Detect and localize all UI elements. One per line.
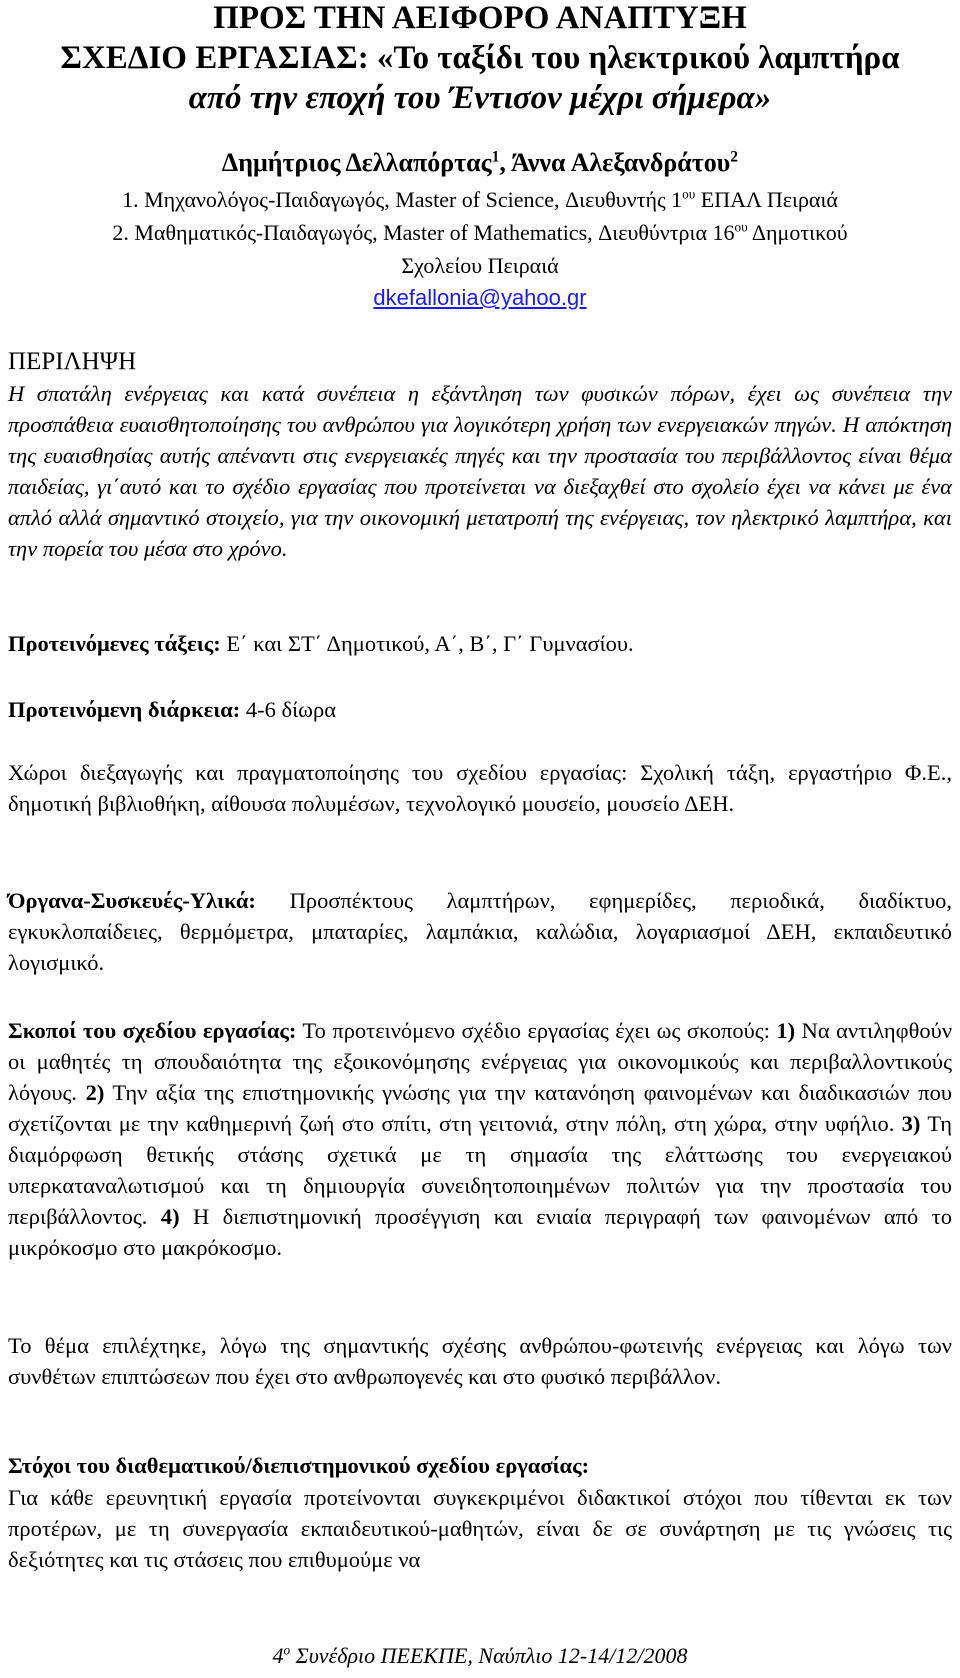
footer-text: Συνέδριο ΠΕΕΚΠΕ, Ναύπλιο 12-14/12/2008 [290, 1643, 688, 1668]
proposed-classes-label: Προτεινόμενες τάξεις: [8, 631, 221, 656]
proposed-classes-value: Ε΄ και ΣΤ΄ Δημοτικού, Α΄, Β΄, Γ΄ Γυμνασίου. [220, 631, 634, 656]
affiliation-1-sup: ου [682, 186, 696, 202]
author-separator: , [499, 148, 511, 177]
proposed-duration-value: 4-6 δίωρα [240, 697, 336, 722]
aims-label: Σκοποί του σχεδίου εργασίας: [8, 1018, 297, 1043]
title-line-2: ΣΧΕΔΙΟ ΕΡΓΑΣΙΑΣ: «Το ταξίδι του ηλεκτρικού λαμπτήρα [60, 40, 900, 76]
author-1: Δημήτριος Δελλαπόρτας [221, 148, 492, 177]
aim-1-text: Να αντιληφθούν οι μαθητές τη σπουδαιότητα της εξοικονόμησης ενέργειας για οικονομικούς και περιβαλλοντικούς λόγους. [8, 1018, 952, 1105]
authors-line [0, 148, 960, 178]
author-2: Άννα Αλεξανδράτου [510, 148, 731, 177]
aim-1-number: 1) [776, 1018, 796, 1043]
affiliation-2-sup: ου [734, 219, 748, 235]
aim-3-text: Τη διαμόρφωση θετικής στάσης σχετικά με τη σημασία της ελάττωσης του ενεργειακού υπερκαταναλωτισμού και τη δημιουργία συνειδητοποιημένων πολιτών για την προστασία του περιβάλλοντος. [8, 1111, 952, 1229]
affiliation-1-school: ΕΠΑΛ Πειραιά [695, 187, 838, 212]
proposed-duration-label: Προτεινόμενη διάρκεια: [8, 697, 241, 722]
proposed-duration [8, 694, 952, 725]
goals-heading: Στόχοι του διαθεματικού/διεπιστημονικού σχεδίου εργασίας: [8, 1453, 590, 1478]
tools-paragraph [8, 885, 952, 978]
title-line-1: ΠΡΟΣ ΤΗΝ ΑΕΙΦΟΡΟ ΑΝΑΠΤΥΞΗ [213, 0, 747, 36]
affiliation-2-continued: Σχολείου Πειραιά [401, 253, 559, 278]
tools-value: Προσπέκτους λαμπτήρων, εφημερίδες, περιοδικά, διαδίκτυο, εγκυκλοπαίδειες, θερμόμετρα, μπαταρίες, λαμπάκια, καλώδια, λογαριασμοί ΔΕΗ, εκπαιδευτικό λογισμικό. [8, 888, 952, 975]
affiliation-1 [0, 187, 960, 213]
footer-number: 4 [272, 1643, 284, 1668]
footer-sup: ο [283, 1642, 291, 1658]
page-footer [0, 1643, 960, 1669]
tools-label: Όργανα-Συσκευές-Υλικά: [8, 888, 256, 913]
goals-paragraph: Για κάθε ερευνητική εργασία προτείνονται συγκεκριμένοι διδακτικοί στόχοι που τίθενται εκ των προτέρων, με τη συνεργασία εκπαιδευτικού-μαθητών, είναι δε σε συνάρτηση με τις γνώσεις τις δεξιότητες και τις στάσεις που επιθυμούμε να [8, 1485, 952, 1572]
aims-intro: Το προτεινόμενο σχέδιο εργασίας έχει ως σκοπούς: [296, 1018, 777, 1043]
affiliation-2 [0, 220, 960, 246]
author-2-sup: 2 [730, 148, 739, 166]
author-1-sup: 1 [491, 148, 500, 166]
abstract-heading: ΠΕΡΙΛΗΨΗ [8, 348, 137, 375]
topic-choice-paragraph: Το θέμα επιλέχτηκε, λόγω της σημαντικής σχέσης ανθρώπου-φωτεινής ενέργειας και λόγω των συνθέτων επιπτώσεων που έχει στο ανθρωπογενές και στο φυσικό περιβάλλον. [8, 1333, 952, 1389]
venues-paragraph: Χώροι διεξαγωγής και πραγματοποίησης του σχεδίου εργασίας: Σχολική τάξη, εργαστήριο Φ.Ε., δημοτική βιβλιοθήκη, αίθουσα πολυμέσων, τεχνολογικό μουσείο, μουσείο ΔΕΗ. [8, 760, 952, 816]
aim-2-number: 2) [85, 1080, 105, 1105]
proposed-classes [8, 628, 952, 659]
title-line-3: από την εποχή του Έντισον μέχρι σήμερα» [188, 80, 772, 116]
aims-paragraph [8, 1015, 952, 1263]
affiliation-2-school: Δημοτικού [747, 220, 848, 245]
aim-3-number: 3) [901, 1111, 921, 1136]
affiliation-2-text: 2. Μαθηματικός-Παιδαγωγός, Master of Mathematics, Διευθύντρια 16 [112, 220, 735, 245]
aim-4-number: 4) [160, 1204, 180, 1229]
abstract-text: Η σπατάλη ενέργειας και κατά συνέπεια η εξάντληση των φυσικών πόρων, έχει ως συνέπεια την προσπάθεια ευαισθητοποίησης του ανθρώπου για λογικότερη χρήση των ενεργειακών πηγών. Η απόκτηση της ευαισθησίας αυτής απέναντι στις ενεργειακές πηγές και την προστασία του περιβάλλοντος είναι θέμα παιδείας, γι΄αυτό και το σχέδιο εργασίας που προτείνεται να διεξαχθεί στο σχολείο έχει να κάνει με ένα απλό αλλά σημαντικό στοιχείο, για την οικονομική μετατροπή της ενέργειας, τον ηλεκτρικό λαμπτήρα, και την πορεία του μέσα στο χρόνο. [8, 381, 952, 561]
aim-4-text: Η διεπιστημονική προσέγγιση και ενιαία περιγραφή των φαινομένων από το μικρόκοσμο στο μακρόκοσμο. [8, 1204, 952, 1260]
aim-2-text: Την αξία της επιστημονικής γνώσης για την κατανόηση φαινομένων και διαδικασιών που σχετίζονται με την καθημερινή ζωή στο σπίτι, στη γειτονιά, στην πόλη, στη χώρα, στην υφήλιο. [8, 1080, 953, 1136]
email-link[interactable]: dkefallonia@yahoo.gr [373, 285, 587, 310]
affiliation-1-text: 1. Μηχανολόγος-Παιδαγωγός, Master of Science, Διευθυντής 1 [122, 187, 683, 212]
